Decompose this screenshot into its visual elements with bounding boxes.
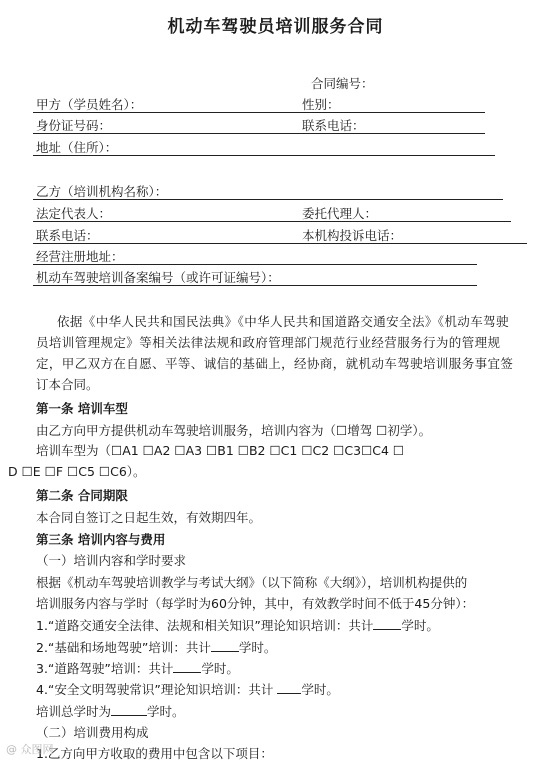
article-3-item-1	[36, 617, 439, 634]
party-b-record-no-label: 机动车驾驶培训备案编号（或许可证编号）：	[36, 270, 280, 285]
article-3-para-2: 培训服务内容与学时（每学时为60分钟，其中，有效教学时间不低于45分钟）：	[36, 596, 475, 611]
article-3-sub-2: （二）培训费用构成	[36, 725, 149, 740]
item-1-blank[interactable]	[373, 617, 401, 630]
party-b-agent-label: 委托代理人：	[302, 206, 378, 221]
article-3-item-3	[36, 660, 239, 677]
party-b-reg-address-label: 经营注册地址：	[36, 249, 124, 264]
party-a-phone-label: 联系电话：	[302, 118, 365, 133]
party-b-record-line	[33, 285, 477, 286]
intro-line-2: 员培训管理规定》等相关法律法规和政府管理部门规范行业经营服务行为的管理规	[36, 335, 501, 350]
total-text: 培训总学时为	[36, 704, 112, 719]
item-3-unit: 学时。	[201, 661, 239, 676]
item-2-text: 2.“基础和场地驾驶”培训：共计	[36, 640, 211, 655]
article-1-vehicle-types: 培训车型为（☐A1 ☐A2 ☐A3 ☐B1 ☐B2 ☐C1 ☐C2 ☐C3☐C4 ☐	[36, 443, 405, 458]
item-4-text: 4.“安全文明驾驶常识”理论知识培训：共计	[36, 682, 278, 697]
item-2-unit: 学时。	[238, 640, 277, 655]
page-title: 机动车驾驶员培训服务合同	[167, 17, 384, 37]
party-b-legal-rep-label: 法定代表人：	[36, 206, 112, 221]
intro-line-1: 依据《中华人民共和国民法典》《中华人民共和国道路交通安全法》《机动车驾驶	[57, 314, 509, 329]
item-3-blank[interactable]	[173, 660, 201, 673]
article-3-item-2	[36, 639, 276, 656]
article-3-item-4	[36, 681, 339, 698]
article-3-fee-line: 1.乙方向甲方收取的费用中包含以下项目：	[36, 746, 273, 761]
article-1-vehicle-types-cont: D ☐E ☐F ☐C5 ☐C6）。	[8, 464, 146, 479]
party-b-phone-line	[33, 243, 527, 244]
party-a-id-label: 身份证号码：	[36, 118, 112, 133]
party-a-address-line	[33, 155, 495, 156]
item-4-unit: 学时。	[301, 682, 339, 697]
watermark: @ 众图网	[6, 743, 54, 756]
intro-line-3: 定，甲乙双方在自愿、平等、诚信的基础上，经协商，就机动车驾驶培训服务事宜签	[36, 356, 514, 371]
party-b-phone-label: 联系电话：	[36, 228, 99, 243]
total-unit: 学时。	[147, 704, 185, 719]
item-3-text: 3.“道路驾驶”培训：共计	[36, 661, 174, 676]
article-3-para-1: 根据《机动车驾驶培训教学与考试大纲》（以下简称《大纲》），培训机构提供的	[36, 575, 468, 590]
article-2-heading: 第二条 合同期限	[36, 488, 128, 503]
item-1-unit: 学时。	[401, 618, 439, 633]
party-b-name-line	[33, 199, 503, 200]
intro-line-4: 订本合同。	[36, 377, 99, 392]
article-3-total	[36, 703, 185, 720]
article-3-heading: 第三条 培训内容与费用	[36, 532, 166, 547]
party-a-address-label: 地址（住所）：	[36, 140, 118, 155]
party-b-complaint-phone-label: 本机构投诉电话：	[302, 228, 403, 243]
party-a-id-line	[33, 133, 485, 134]
party-a-gender-label: 性别：	[302, 97, 340, 112]
party-b-name-label: 乙方（培训机构名称）：	[36, 184, 168, 199]
article-1-heading: 第一条 培训车型	[36, 401, 128, 416]
party-b-address-line	[33, 264, 477, 265]
party-b-rep-line	[33, 221, 511, 222]
total-blank[interactable]	[111, 703, 147, 716]
item-2-blank[interactable]	[211, 639, 239, 652]
item-1-text: 1.“道路交通安全法律、法规和相关知识”理论知识培训：共计	[36, 618, 374, 633]
article-3-sub-1: （一）培训内容和学时要求	[36, 553, 187, 568]
article-2-content: 本合同自签订之日起生效，有效期四年。	[36, 510, 262, 525]
party-a-name-label: 甲方（学员姓名）：	[36, 97, 143, 112]
party-a-name-line	[33, 112, 485, 113]
contract-number-label: 合同编号：	[311, 76, 374, 91]
item-4-blank[interactable]	[277, 681, 301, 694]
article-1-content: 由乙方向甲方提供机动车驾驶培训服务，培训内容为（☐增驾 ☐初学）。	[36, 423, 432, 438]
